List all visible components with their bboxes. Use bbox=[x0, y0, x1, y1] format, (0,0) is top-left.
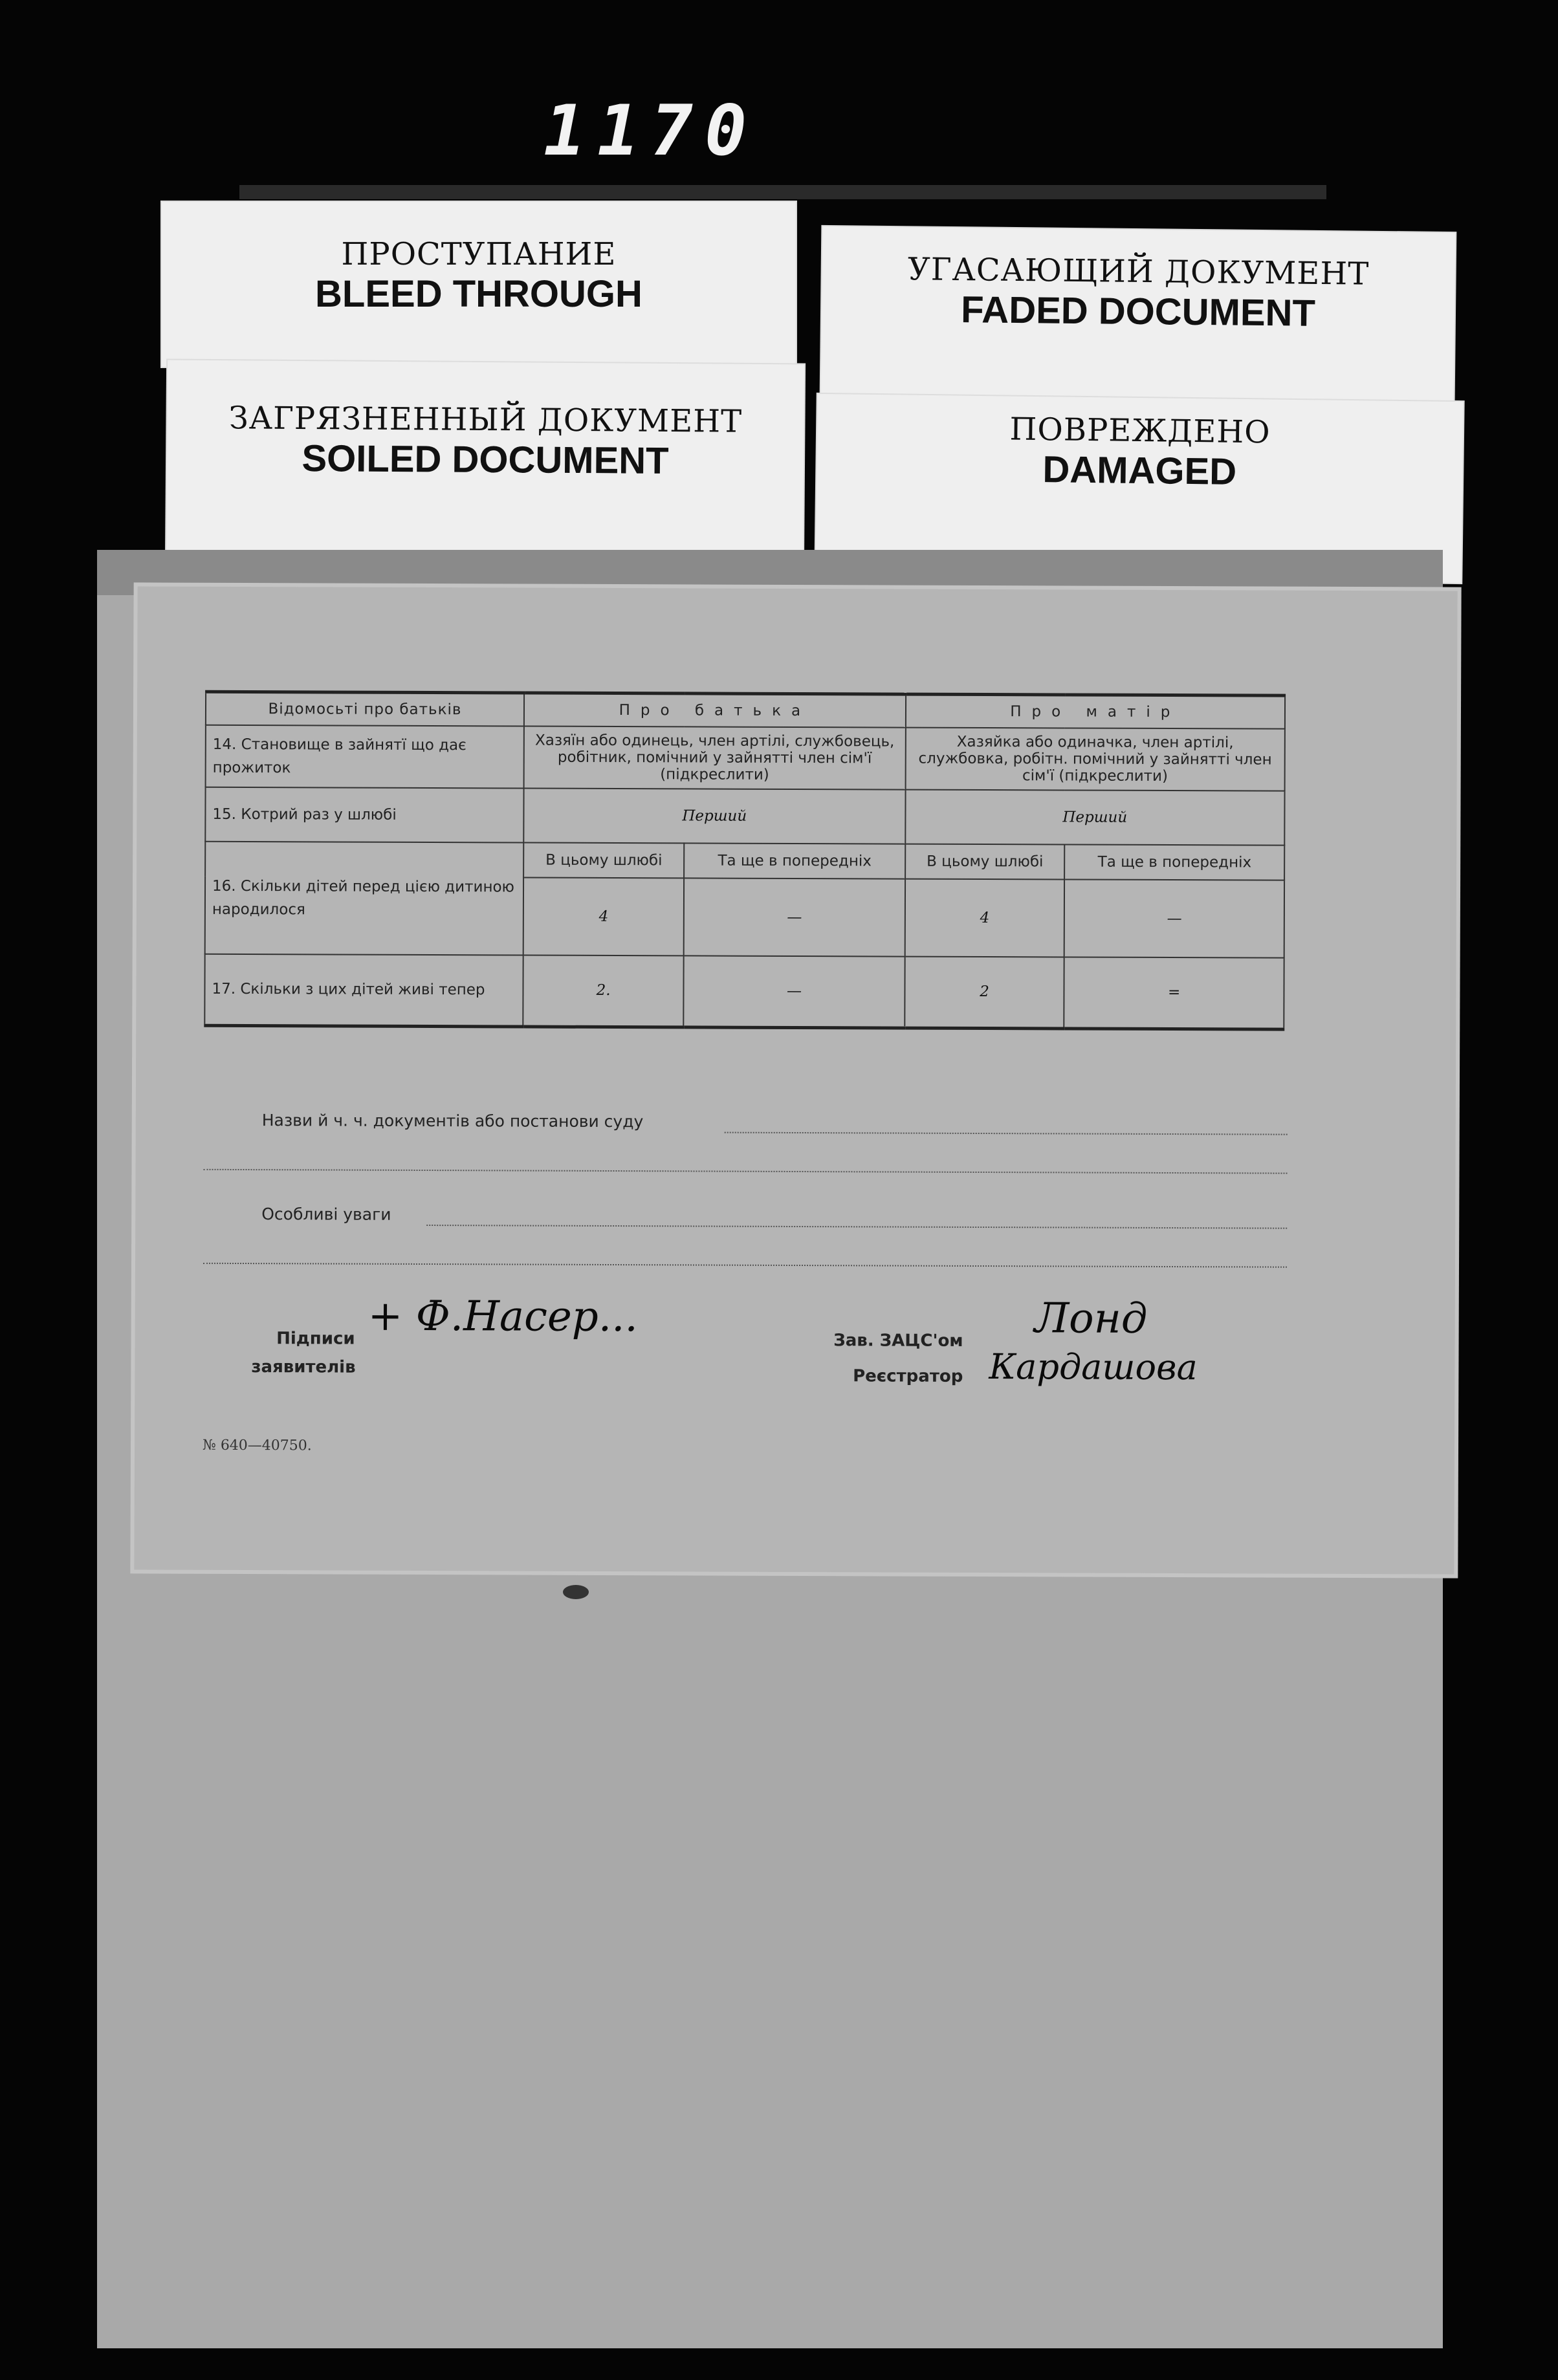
row17-label: 17. Скільки з цих дітей живі тепер bbox=[204, 954, 523, 1027]
tag-ru-label: УГАСАЮЩИЙ ДОКУМЕНТ bbox=[907, 251, 1370, 292]
documents-line-2 bbox=[204, 1169, 1288, 1174]
applicants-label-line1: Підписи bbox=[276, 1329, 355, 1349]
notes-label: Особливі уваги bbox=[261, 1205, 391, 1224]
applicant-signature: + Ф.Насер... bbox=[368, 1292, 638, 1342]
row16-label: 16. Скільки дітей перед цією дитиною народилося bbox=[205, 842, 524, 955]
row17-father-this: 2. bbox=[523, 955, 684, 1027]
notes-line bbox=[426, 1225, 1287, 1229]
tag-ru-label: ЗАГРЯЗНЕННЫЙ ДОКУМЕНТ bbox=[228, 400, 743, 440]
row16-mother-this: 4 bbox=[905, 879, 1064, 957]
row16-father-this: 4 bbox=[523, 878, 685, 956]
registrar-signature: Кардашова bbox=[989, 1346, 1198, 1388]
row14-mother: Хазяйка або одиначка, член артілі, службовка, робітн. помічний у зайнятті член сім'ї (підкреслити) bbox=[905, 728, 1285, 791]
subheader-mother-this-marriage: В цьому шлюбі bbox=[905, 844, 1065, 880]
header-parents-info: Відомосьті про батьків bbox=[206, 692, 524, 726]
frame-number: 1170 bbox=[543, 91, 759, 171]
row15-label: 15. Котрий раз у шлюбі bbox=[205, 787, 523, 843]
documents-line bbox=[725, 1132, 1288, 1135]
row15-father-handwritten: Перший bbox=[523, 789, 905, 844]
row15-mother-handwritten: Перший bbox=[905, 790, 1285, 846]
applicants-label-line2: заявителів bbox=[251, 1357, 356, 1377]
row16-mother-prev: — bbox=[1064, 879, 1284, 957]
tag-en-label: SOILED DOCUMENT bbox=[302, 437, 669, 482]
subheader-mother-previous: Та ще в попередніх bbox=[1065, 844, 1285, 880]
tag-bleed-through bbox=[162, 202, 796, 367]
parents-info-table bbox=[204, 690, 1286, 1031]
subheader-father-this-marriage: В цьому шлюбі bbox=[523, 843, 684, 879]
head-zags-label: Зав. ЗАЦС'ом bbox=[833, 1331, 963, 1351]
row14-father: Хазяїн або одинець, член артілі, службовець, робітник, помічний у зайнятті член сім'ї (підкреслити) bbox=[524, 726, 906, 790]
tag-en-label: BLEED THROUGH bbox=[315, 273, 642, 315]
print-number: № 640—40750. bbox=[202, 1437, 312, 1454]
header-mother: Про матір bbox=[906, 694, 1285, 729]
row17-mother-prev: = bbox=[1064, 957, 1284, 1029]
row16-father-prev: — bbox=[684, 878, 905, 956]
tag-ru-label: ПОВРЕЖДЕНО bbox=[1009, 411, 1271, 451]
head-zags-signature: Лонд bbox=[1034, 1294, 1148, 1343]
tag-en-label: FADED DOCUMENT bbox=[960, 289, 1316, 334]
applicants-signature-label bbox=[251, 1324, 355, 1382]
tag-soiled-document bbox=[166, 360, 804, 572]
subheader-father-previous: Та ще в попередніх bbox=[684, 843, 905, 879]
row17-mother-this: 2 bbox=[905, 957, 1064, 1029]
tag-en-label: DAMAGED bbox=[1042, 448, 1237, 493]
stain-speck bbox=[563, 1585, 589, 1599]
row14-label: 14. Становище в зайнятї що дає прожиток bbox=[206, 725, 524, 789]
documents-label: Назви й ч. ч. документів або постанови суду bbox=[261, 1111, 644, 1131]
tag-faded-document bbox=[821, 226, 1456, 401]
header-father: Про батька bbox=[524, 693, 906, 728]
top-strip bbox=[239, 185, 1326, 199]
record-card bbox=[134, 586, 1457, 1574]
row17-father-prev: — bbox=[684, 955, 905, 1027]
tag-ru-label: ПРОСТУПАНИЕ bbox=[341, 236, 617, 272]
registrar-label: Реєстратор bbox=[853, 1366, 963, 1386]
notes-line-2 bbox=[203, 1263, 1287, 1268]
